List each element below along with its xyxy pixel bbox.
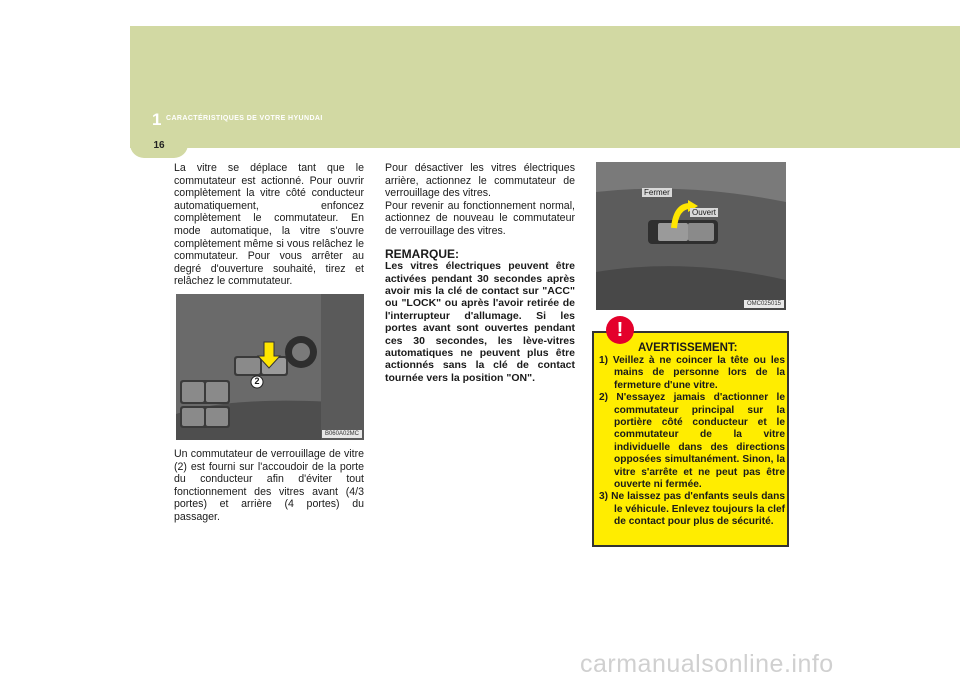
chapter-title: CARACTÉRISTIQUES DE VOTRE HYUNDAI [166,115,323,122]
warning-item: 1) Veillez à ne coincer la tête ou les mains de personne lors de la fermeture d'une vitre. [599,355,785,391]
warning-item: 2) N'essayez jamais d'actionner le commutateur principal sur la portière côté conducteur et le commutateur de la vitre individuelle dans des directions opposées simultanément. Sinon, la vitre s'arrête et ne peut pas être ouverte ni fermée. [599,392,785,491]
chapter-number: 1 [152,110,162,129]
middle-para1: Pour désactiver les vitres électriques arrière, actionnez le commutateur de verrouillage des vitres. [385,162,575,200]
middle-paragraph-1 [385,162,575,384]
warning-item: 3) Ne laissez pas d'enfants seuls dans le véhicule. Enlevez toujours la clef de contact pour plus de sécurité. [599,491,785,528]
left-paragraph-2: Un commutateur de verrouillage de vitre (2) est fourni sur l'accoudoir de la porte du conducteur afin d'éviter tout fonctionnement des vitres avant (4/3 portes) et arrière (4 portes) du passager. [174,448,364,523]
window-switch-illustration [596,162,786,310]
window-lock-switch-photo [176,294,364,440]
door-armrest-illustration [176,294,364,440]
image-code: OMC025015 [744,300,784,308]
page-number: 16 [153,140,165,151]
window-switch-photo [596,162,786,310]
warning-icon: ! [606,316,634,344]
warning-title: AVERTISSEMENT: [638,342,738,354]
warning-list [599,355,785,529]
warning-box [592,331,789,547]
watermark: carmanualsonline.info [580,650,834,678]
label-open: Ouvert [692,208,717,217]
page-number-tab [130,137,188,158]
note-title: REMARQUE: [385,246,459,261]
note-body: Les vitres électriques peuvent être activées pendant 30 secondes après avoir mis la clé de contact sur "ACC" ou "LOCK" ou après l'avoir retirée de l'interrupteur d'allumage. Si les portes avant sont ouvertes pendant ces 30 secondes, les lève-vitres automatiques ne peuvent plus être actionnés sans la clé de contact tournée vers la position "ON". [385,260,575,384]
label-close: Fermer [644,188,670,197]
chapter-header-bar [130,26,960,148]
middle-para2: Pour revenir au fonctionnement normal, actionnez de nouveau le commutateur de verrouillage des vitres. [385,199,575,237]
image-code: B060A02MC [322,430,362,438]
callout-number: 2 [254,376,260,386]
left-paragraph-1: La vitre se déplace tant que le commutateur est actionné. Pour ouvrir complètement la vitre côté conducteur automatiquement, enfoncez complètement le commutateur. En mode automatique, la vitre s'ouvre complètement même si vous relâchez le commutateur. Pour vous arrêter au degré d'ouverture souhaité, tirez et relâchez le commutateur. [174,162,364,288]
